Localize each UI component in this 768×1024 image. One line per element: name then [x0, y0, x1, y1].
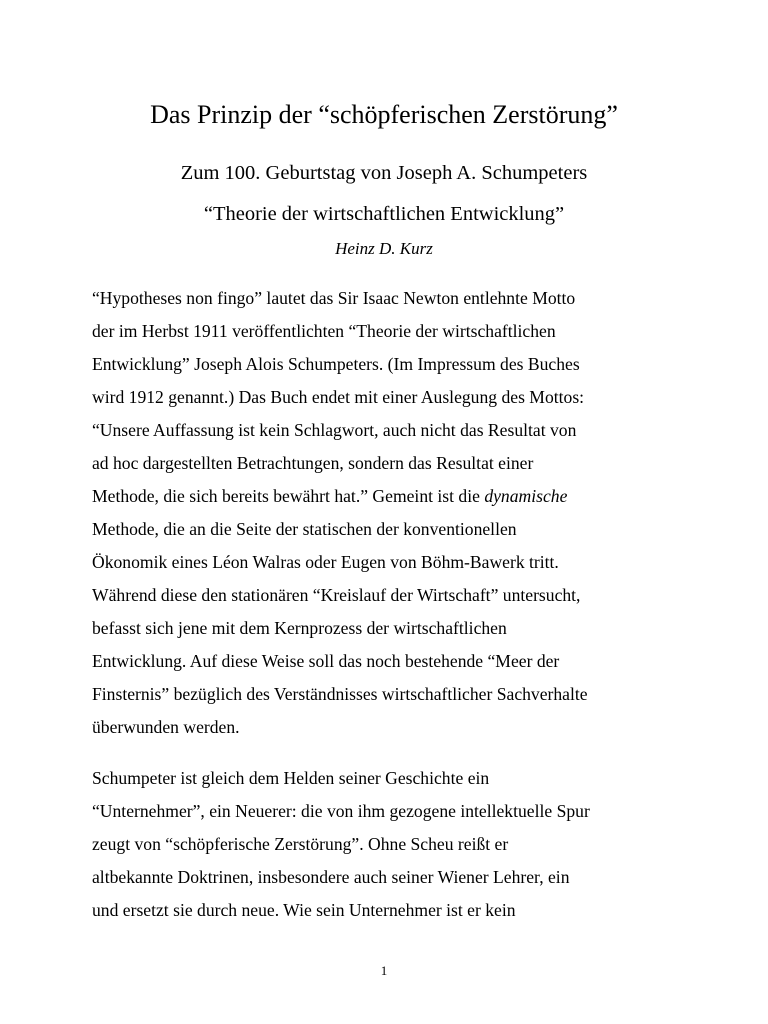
paragraph-line: Entwicklung” Joseph Alois Schumpeters. (Im Impressum des Buches: [92, 354, 580, 374]
paragraph-line: altbekannte Doktrinen, insbesondere auch seiner Wiener Lehrer, ein: [92, 867, 570, 887]
paragraph-line: überwunden werden.: [92, 717, 240, 737]
paragraph-line: “Unternehmer”, ein Neuerer: die von ihm gezogene intellektuelle Spur: [92, 801, 590, 821]
paragraph-line: Methode, die an die Seite der statischen der konventionellen: [92, 519, 517, 539]
paragraph-line-with-emphasis: [92, 484, 692, 517]
paragraph-line: Während diese den stationären “Kreislauf der Wirtschaft” untersucht,: [92, 585, 581, 605]
paragraph-line: Ökonomik eines Léon Walras oder Eugen von Böhm-Bawerk tritt.: [92, 552, 559, 572]
body-paragraph-1: [92, 286, 692, 748]
document-subtitle-line-2: “Theorie der wirtschaftlichen Entwicklung”: [203, 203, 565, 225]
author-name: Heinz D. Kurz: [335, 239, 433, 258]
paragraph-line: “Unsere Auffassung ist kein Schlagwort, auch nicht das Resultat von: [92, 420, 577, 440]
paragraph-line: und ersetzt sie durch neue. Wie sein Unternehmer ist er kein: [92, 900, 516, 920]
paragraph-line: Schumpeter ist gleich dem Helden seiner Geschichte ein: [92, 768, 490, 788]
emphasized-word: dynamische: [484, 486, 568, 506]
paragraph-line: der im Herbst 1911 veröffentlichten “Theorie der wirtschaftlichen: [92, 321, 556, 341]
paragraph-line: zeugt von “schöpferische Zerstörung”. Ohne Scheu reißt er: [92, 834, 509, 854]
body-paragraph-2: [92, 766, 692, 931]
paragraph-line-text: Methode, die sich bereits bewährt hat.” Gemeint ist die: [92, 486, 485, 506]
document-title: Das Prinzip der “schöpferischen Zerstörung”: [150, 100, 618, 129]
paragraph-line: “Hypotheses non fingo” lautet das Sir Isaac Newton entlehnte Motto: [92, 288, 576, 308]
paragraph-line: befasst sich jene mit dem Kernprozess der wirtschaftlichen: [92, 618, 507, 638]
document-subtitle-line-1: Zum 100. Geburtstag von Joseph A. Schumpeters: [180, 162, 588, 184]
paragraph-line: Entwicklung. Auf diese Weise soll das noch bestehende “Meer der: [92, 651, 560, 671]
paragraph-line: ad hoc dargestellten Betrachtungen, sondern das Resultat einer: [92, 453, 534, 473]
paragraph-line: Finsternis” bezüglich des Verständnisses wirtschaftlicher Sachverhalte: [92, 684, 588, 704]
paragraph-line: wird 1912 genannt.) Das Buch endet mit einer Auslegung des Mottos:: [92, 387, 585, 407]
page-number: 1: [380, 963, 388, 978]
